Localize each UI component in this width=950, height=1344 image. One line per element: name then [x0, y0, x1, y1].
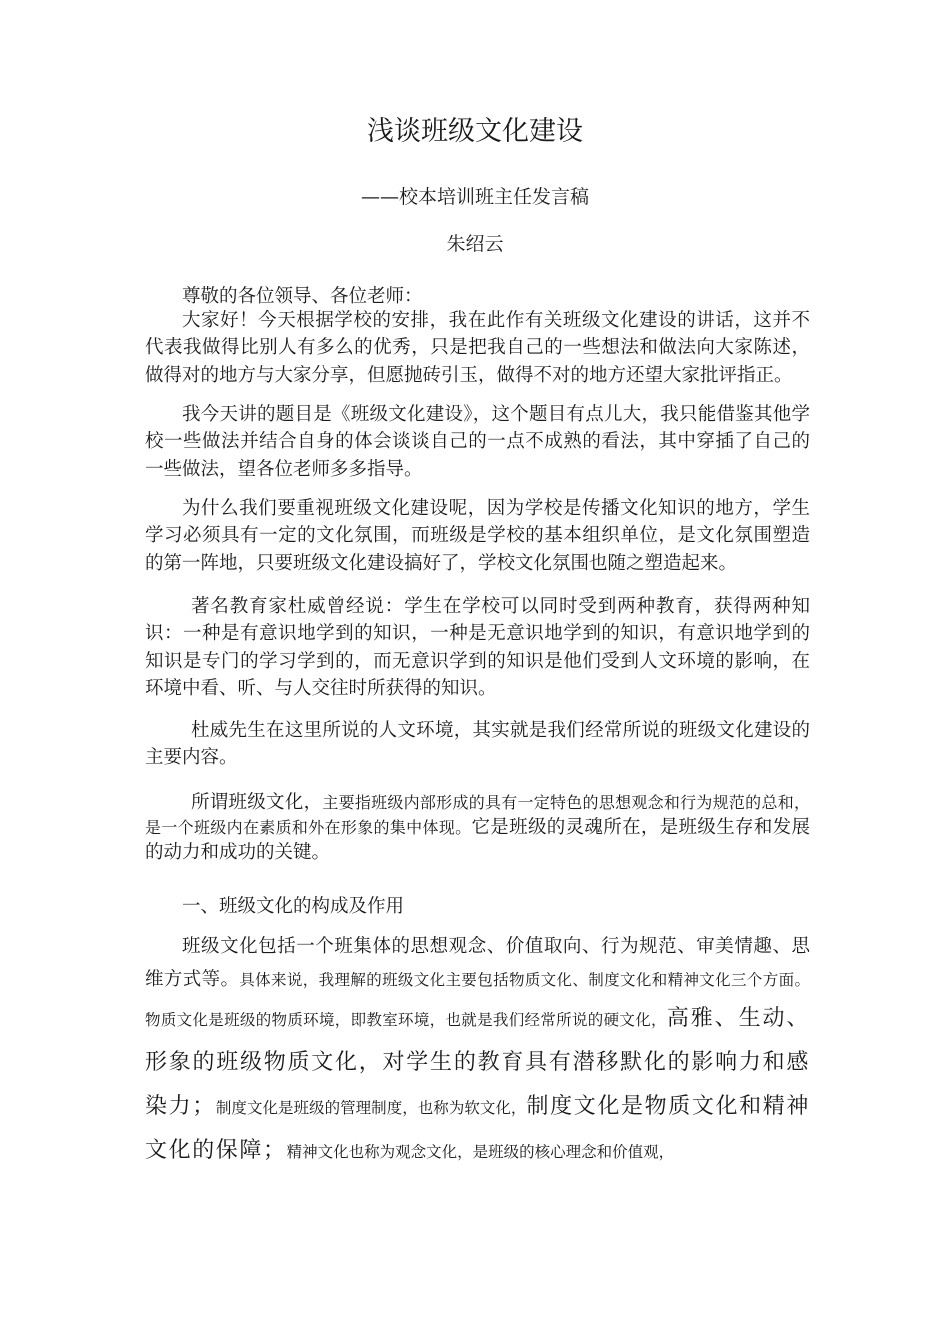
composition-part-2: 具体来说，我理解的班级文化主要包括物质文化、制度文化和精神文化三个方面。物质文化是班级的物质环境，即教室环境，也就是我们经常所说的硬文化， [145, 971, 810, 1029]
composition-part-1: 班级文化包括一个班集体的思想观念、价值取向、行为规范、审美情趣、思维方式等。 [145, 936, 810, 990]
document-author: 朱绍云 [446, 233, 504, 255]
document-title: 浅谈班级文化建设 [367, 116, 583, 147]
paragraph-why: 为什么我们要重视班级文化建设呢，因为学校是传播文化知识的地方，学生学习必须具有一定的文化氛围，而班级是学校的基本组织单位，是文化氛围塑造的第一阵地，只要班级文化建设搞好了，学校文化氛围也随之塑造起来。 [145, 498, 810, 574]
paragraph-dewey-environment: 杜威先生在这里所说的人文环境，其实就是我们经常所说的班级文化建设的主要内容。 [145, 720, 810, 769]
paragraph-opening: 大家好！今天根据学校的安排，我在此作有关班级文化建设的讲话，这并不代表我做得比别人有多么的优秀，只是把我自己的一些想法和做法向大家陈述，做得对的地方与大家分享，但愿抛砖引玉，做得不对的地方还望大家批评指正。 [145, 310, 810, 386]
composition-part-4: 制度文化是班级的管理制度，也称为软文化， [215, 1099, 527, 1117]
definition-tail: 它是班级的灵魂所在，是班级生存和发展的动力和成功的关键。 [145, 817, 810, 863]
definition-body: 主要指班级内部形成的具有一定特色的思想观念和行为规范的总和，是一个班级内在素质和外在形象的集中体现。 [145, 793, 810, 837]
definition-lead: 所谓班级文化， [191, 792, 323, 813]
paragraph-dewey-quote: 著名教育家杜威曾经说：学生在学校可以同时受到两种教育，获得两种知识：一种是有意识地学到的知识，一种是无意识地学到的知识，有意识地学到的知识是专门的学习学到的，而无意识学到的知识是他们受到人文环境的影响，在环境中看、听、与人交往时所获得的知识。 [145, 596, 810, 699]
section-heading: 一、班级文化的构成及作用 [182, 896, 405, 917]
composition-part-6: 精神文化也称为观念文化，是班级的核心理念和价值观， [286, 1143, 675, 1161]
paragraph-topic: 我今天讲的题目是《班级文化建设》，这个题目有点儿大，我只能借鉴其他学校一些做法并结合自身的体会谈谈自己的一点不成熟的看法，其中穿插了自己的一些做法，望各位老师多多指导。 [145, 404, 810, 480]
document-subtitle: ——校本培训班主任发言稿 [360, 186, 589, 208]
composition-part-3: 高雅、生动、形象的班级物质文化，对学生的教育具有潜移默化的影响力和感染力； [145, 1006, 810, 1119]
paragraph-definition [145, 790, 810, 865]
paragraph-composition [145, 930, 810, 1173]
composition-part-5: 制度文化是物质文化和精神文化的保障； [145, 1094, 810, 1163]
greeting: 尊敬的各位领导、各位老师： [182, 286, 423, 307]
